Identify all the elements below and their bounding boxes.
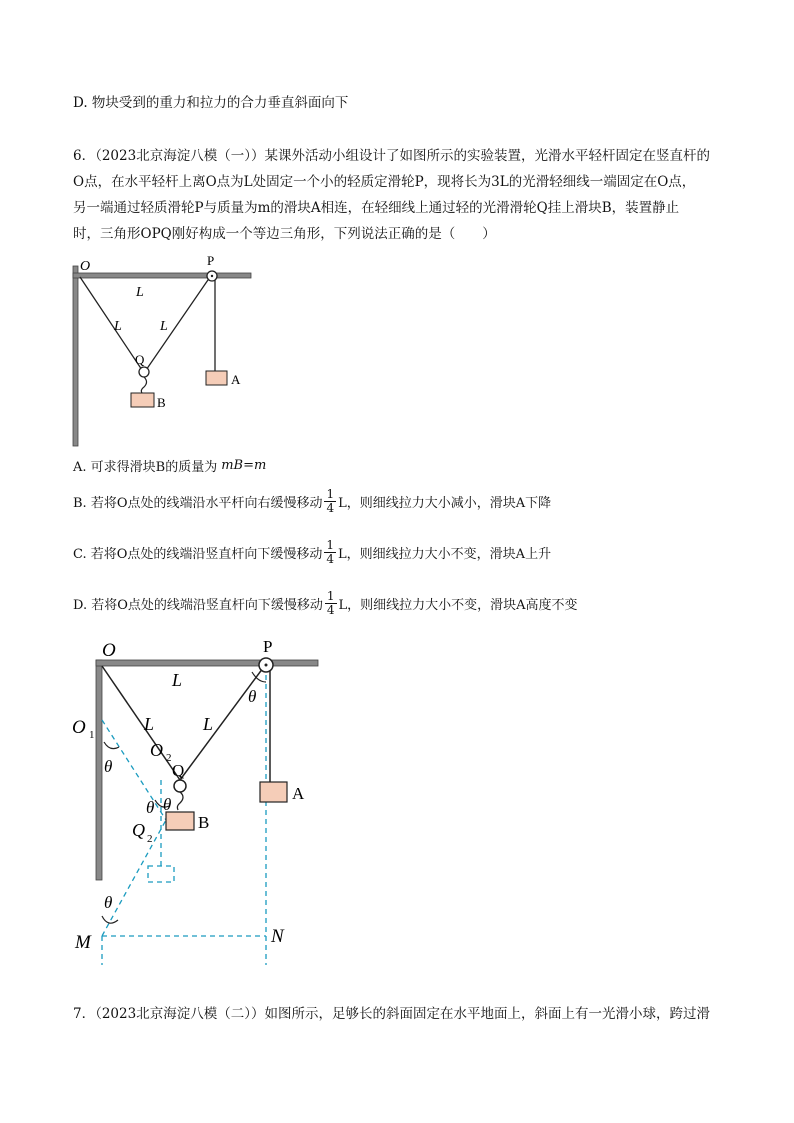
label-o1-sub: 1 <box>89 729 95 741</box>
label-o2: O <box>150 740 163 760</box>
q7-stem-line-1: 7．（2023北京海淀八模（二））如图所示，足够长的斜面固定在水平地面上，斜面上有一光滑小球，跨过滑 <box>73 1006 710 1022</box>
label-l-right: L <box>203 714 214 734</box>
block-a <box>260 782 287 802</box>
q6-stem-line-2: O点，在水平轻杆上离O点为L处固定一个小的轻质定滑轮P，现将长为3L的光滑轻细线一端固定在O点， <box>73 174 696 190</box>
vertical-rod <box>96 660 102 880</box>
horizontal-rod <box>96 660 318 666</box>
q6-option-a-text: A. 可求得滑块B的质量为 <box>73 460 218 475</box>
q6-option-b[interactable] <box>73 488 551 515</box>
label-theta-q2: θ <box>146 798 155 817</box>
label-theta-o1: θ <box>104 757 113 776</box>
pulley-q <box>139 367 149 377</box>
label-a: A <box>231 372 241 387</box>
label-q: Q <box>135 352 145 367</box>
q6-option-d-pre: D. 若将O点处的线端沿竖直杆向下缓慢移动 <box>73 598 323 613</box>
label-o: O <box>102 640 116 661</box>
q6-option-b-post: L，则细线拉力大小减小，滑块A下降 <box>338 496 552 511</box>
q6-stem-line-1: 6．（2023北京海淀八模（一））某课外活动小组设计了如图所示的实验装置，光滑水平轻杆固定在竖直杆的 <box>73 148 710 164</box>
label-p: P <box>207 253 215 268</box>
label-theta-m: θ <box>104 893 113 912</box>
q6-option-c-pre: C. 若将O点处的线端沿竖直杆向下缓慢移动 <box>73 547 323 562</box>
vertical-rod <box>73 266 78 446</box>
q6-option-a[interactable] <box>73 456 266 475</box>
block-b <box>166 812 194 830</box>
fraction-one-quarter: $\frac{1}{4}$ <box>326 538 335 566</box>
q6-option-a-formula: mB=m <box>221 458 267 473</box>
label-n: N <box>271 926 284 947</box>
q6-figure-2 <box>60 630 340 975</box>
label-theta-p: θ <box>248 687 257 706</box>
q6-figure-1 <box>60 252 260 452</box>
label-p: P <box>263 637 273 656</box>
label-o1: O <box>72 717 86 738</box>
pulley-q <box>174 780 186 792</box>
label-l-right: L <box>160 319 168 334</box>
q6-stem-line-4: 时，三角形OPQ刚好构成一个等边三角形，下列说法正确的是（ ） <box>73 226 496 242</box>
q6-stem-line-3: 另一端通过轻质滑轮P与质量为m的滑块A相连，在轻细线上通过轻的光滑滑轮Q挂上滑块B，装置静止 <box>73 200 680 216</box>
label-b: B <box>198 813 210 832</box>
label-l-top: L <box>172 670 183 690</box>
label-m: M <box>75 932 91 953</box>
label-l-left: L <box>144 714 155 734</box>
fraction-one-quarter: $\frac{1}{4}$ <box>326 589 335 617</box>
q6-option-d[interactable] <box>73 590 578 617</box>
q6-option-d-post: L，则细线拉力大小不变，滑块A高度不变 <box>338 598 578 613</box>
prev-option-d: D. 物块受到的重力和拉力的合力垂直斜面向下 <box>73 95 349 111</box>
horizontal-rod <box>73 273 251 278</box>
block-a <box>206 371 227 385</box>
label-a: A <box>292 784 305 803</box>
label-q: Q <box>172 761 185 780</box>
q6-option-c-post: L，则细线拉力大小不变，滑块A上升 <box>338 547 552 562</box>
label-l-top: L <box>136 285 144 300</box>
label-theta-b: θ <box>163 795 172 814</box>
q6-option-b-pre: B. 若将O点处的线端沿水平杆向右缓慢移动 <box>73 496 323 511</box>
label-o2-sub: 2 <box>166 752 172 764</box>
label-o: O <box>80 259 91 274</box>
label-l-left: L <box>114 319 122 334</box>
q6-option-c[interactable] <box>73 539 551 566</box>
label-b: B <box>157 395 166 410</box>
fraction-one-quarter: $\frac{1}{4}$ <box>326 487 335 515</box>
block-b <box>131 393 154 407</box>
label-q2-sub: 2 <box>147 833 153 845</box>
label-q2: Q <box>132 820 145 840</box>
